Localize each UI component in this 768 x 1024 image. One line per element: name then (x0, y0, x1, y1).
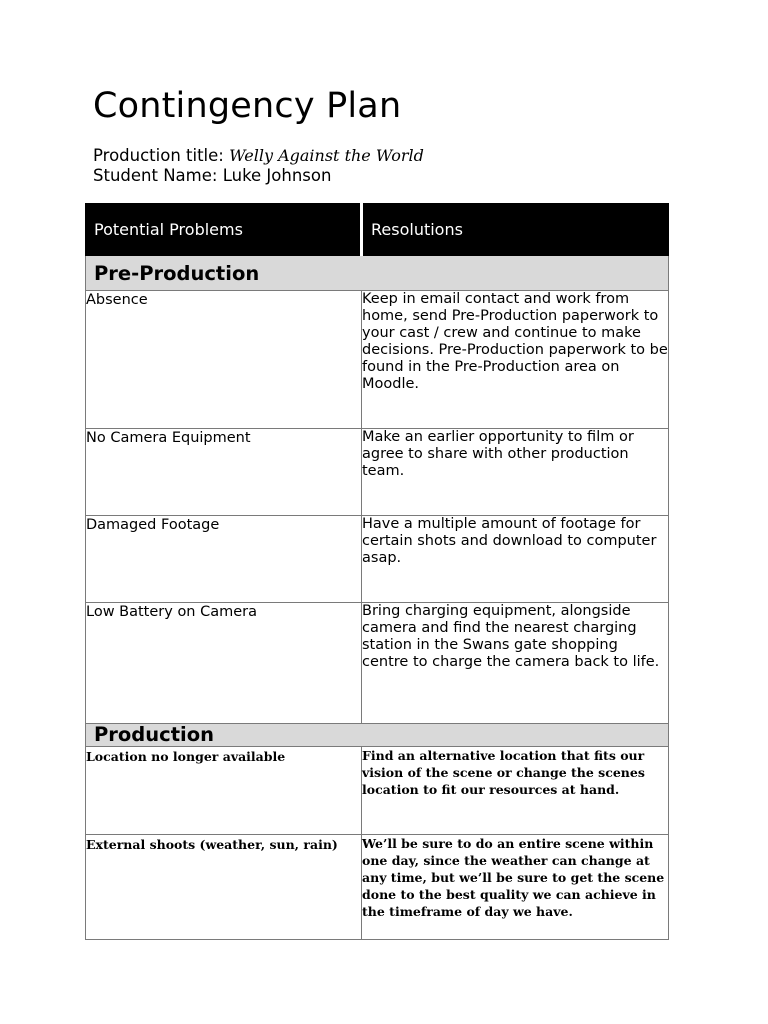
table-row (86, 747, 669, 835)
problem-cell: Absence (86, 291, 362, 429)
page-title: Contingency Plan (93, 86, 402, 126)
table-row (86, 603, 669, 724)
table-row (86, 291, 669, 429)
contingency-table (85, 203, 669, 940)
section-row (86, 724, 669, 747)
resolution-cell: Keep in email contact and work from home, send Pre-Production paperwork to your cast / crew and continue to make decisions. Pre-Production paperwork to be found in the Pre-Production area on Moodle. (362, 291, 669, 429)
section-title-pre-production: Pre-Production (86, 256, 669, 291)
student-name-value: Luke Johnson (222, 166, 332, 185)
section-title-production: Production (86, 724, 669, 747)
production-title-value: Welly Against the World (229, 146, 424, 165)
student-name-line: Student Name: Luke Johnson (93, 166, 332, 185)
table-row (86, 516, 669, 603)
production-title-label: Production title (93, 146, 219, 165)
table-row (86, 835, 669, 940)
section-row (86, 256, 669, 291)
header-potential-problems: Potential Problems (86, 204, 362, 256)
problem-cell: External shoots (weather, sun, rain) (86, 835, 362, 940)
resolution-cell: Bring charging equipment, alongside camera and find the nearest charging station in the Swans gate shopping centre to charge the camera back to life. (362, 603, 669, 724)
problem-cell: Low Battery on Camera (86, 603, 362, 724)
header-resolutions: Resolutions (362, 204, 669, 256)
table-row (86, 429, 669, 516)
table-header-row (86, 204, 669, 256)
resolution-cell: We’ll be sure to do an entire scene within one day, since the weather can change at any time, but we’ll be sure to get the scene done to the best quality we can achieve in the timeframe of day we have. (362, 835, 669, 940)
problem-cell: No Camera Equipment (86, 429, 362, 516)
resolution-cell: Have a multiple amount of footage for certain shots and download to computer asap. (362, 516, 669, 603)
problem-cell: Damaged Footage (86, 516, 362, 603)
student-name-label: Student Name (93, 166, 212, 185)
production-title-line: Production title: Welly Against the World (93, 146, 424, 165)
resolution-cell: Make an earlier opportunity to film or agree to share with other production team. (362, 429, 669, 516)
resolution-cell: Find an alternative location that fits our vision of the scene or change the scenes location to fit our resources at hand. (362, 747, 669, 835)
problem-cell: Location no longer available (86, 747, 362, 835)
